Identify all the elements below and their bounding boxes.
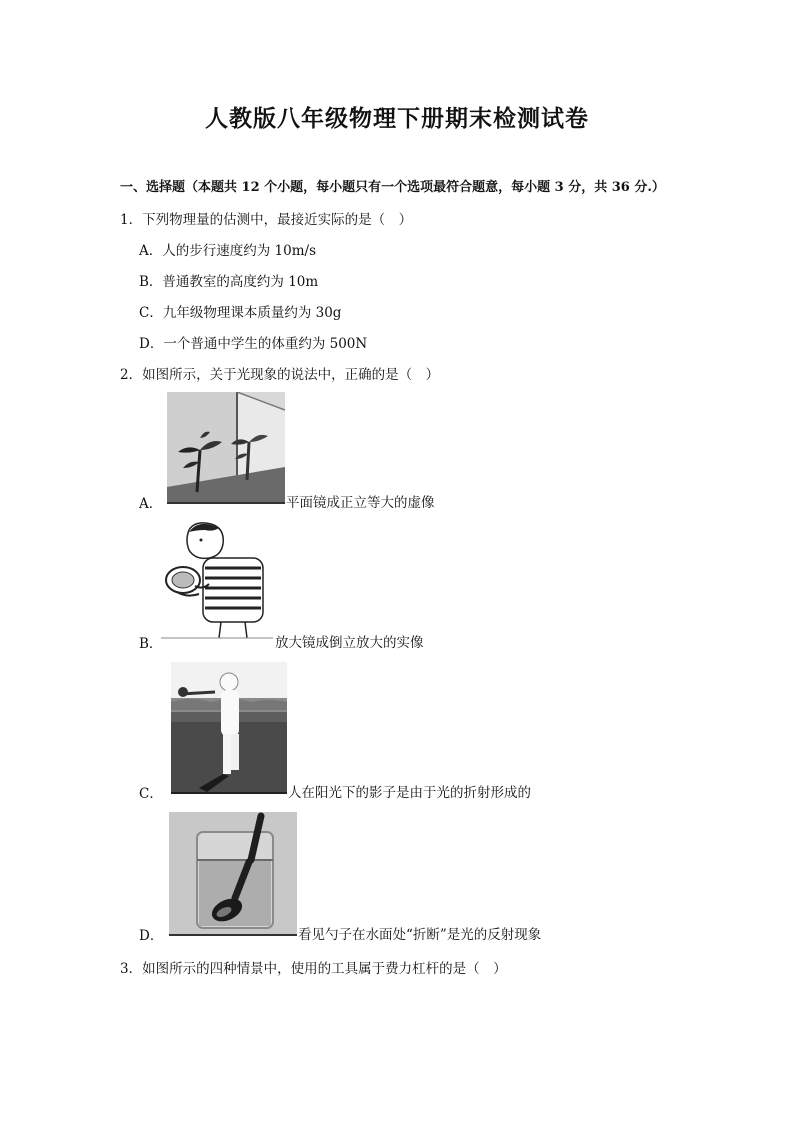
option-a-label: A． (139, 496, 163, 512)
option-c-label: C． (139, 786, 163, 802)
section-heading: 一、选择题（本题共 12 个小题，每小题只有一个选项最符合题意，每小题 3 分，共 36 分.） (120, 180, 665, 195)
option-a-caption: 平面镜成正立等大的虚像 (286, 495, 435, 511)
question-1-stem: 1．下列物理量的估测中，最接近实际的是（ ） (120, 212, 413, 228)
magnifier-boy-image (161, 520, 273, 640)
page-title: 人教版八年级物理下册期末检测试卷 (205, 105, 589, 132)
question-3-stem: 3．如图所示的四种情景中，使用的工具属于费力杠杆的是（ ） (120, 961, 507, 977)
option-b-label: B． (139, 636, 163, 652)
shadow-person-image (171, 662, 287, 794)
option-b-caption: 放大镜成倒立放大的实像 (275, 635, 424, 651)
question-1-option-a: A．人的步行速度约为 10m/s (139, 243, 316, 259)
spoon-water-image (169, 812, 297, 936)
option-d-label: D． (139, 928, 164, 944)
option-d-caption: 看见勺子在水面处“折断”是光的反射现象 (298, 927, 542, 943)
option-c-caption: 人在阳光下的影子是由于光的折射形成的 (288, 785, 531, 801)
plane-mirror-image (167, 392, 285, 504)
question-1-option-d: D．一个普通中学生的体重约为 500N (139, 336, 368, 352)
question-2-stem: 2．如图所示，关于光现象的说法中，正确的是（ ） (120, 367, 440, 383)
question-1-option-b: B．普通教室的高度约为 10m (139, 274, 319, 290)
question-1-option-c: C．九年级物理课本质量约为 30g (139, 305, 342, 321)
